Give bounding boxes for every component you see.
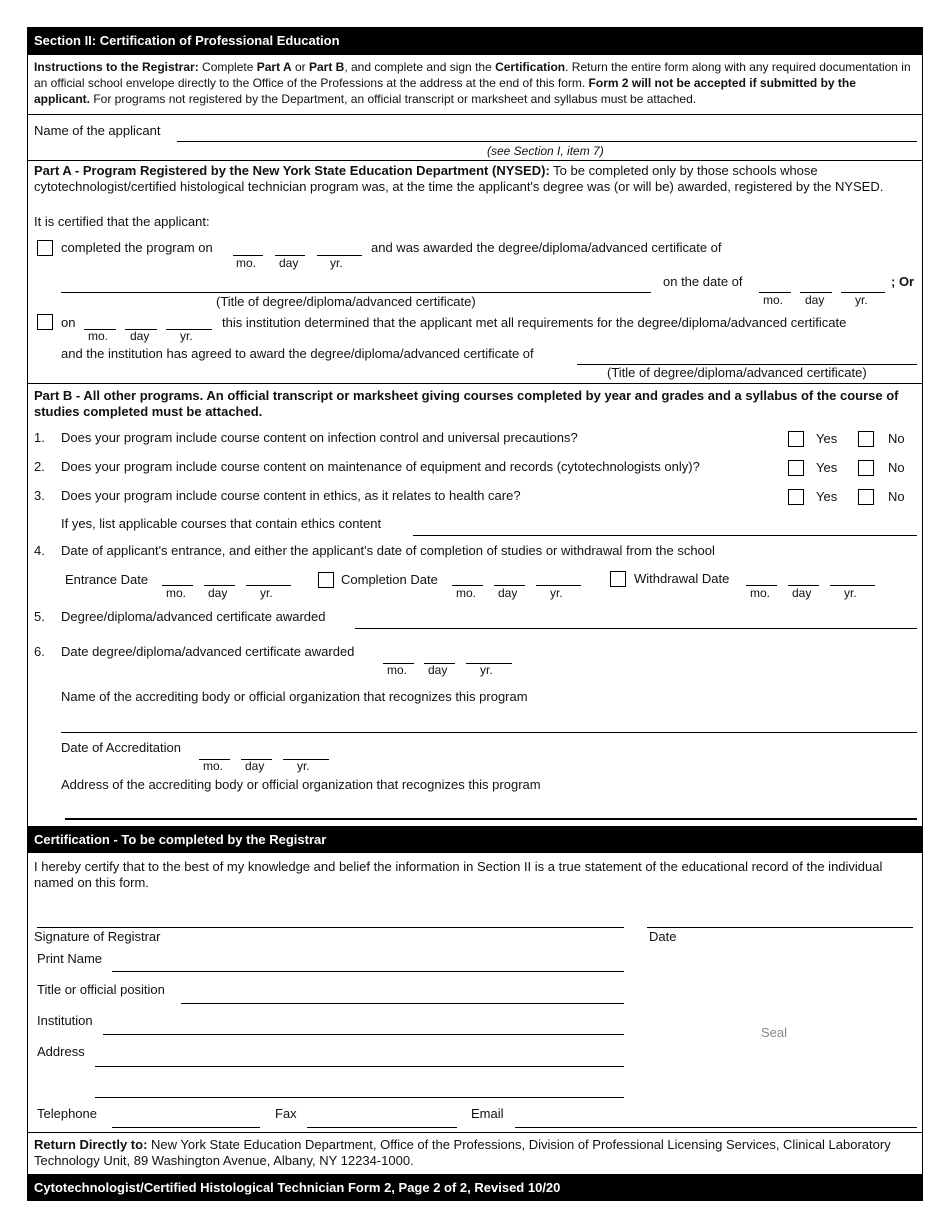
certification-header: Certification - To be completed by the Registrar xyxy=(27,826,923,853)
title-position-label: Title or official position xyxy=(37,982,165,997)
ethics-courses-field[interactable] xyxy=(413,535,917,536)
accrediting-address-field[interactable] xyxy=(65,818,917,820)
requirements-met-checkbox[interactable] xyxy=(37,314,53,330)
degree-date-label: Date degree/diploma/advanced certificate awarded xyxy=(61,644,355,659)
section-header: Section II: Certification of Professional Education xyxy=(27,27,923,55)
divider xyxy=(27,114,923,115)
degree-title-caption: (Title of degree/diploma/advanced certificate) xyxy=(216,294,476,309)
divider xyxy=(27,160,923,161)
withdrawal-checkbox[interactable] xyxy=(610,571,626,587)
degree-title-caption: (Title of degree/diploma/advanced certificate) xyxy=(607,365,867,380)
date-label-day: day xyxy=(428,663,448,677)
question-ethics: Does your program include course content in ethics, as it relates to health care? xyxy=(61,488,521,503)
requirements-text: this institution determined that the applicant met all requirements for the degree/diploma/advanced certificate xyxy=(222,315,847,330)
certified-statement: It is certified that the applicant: xyxy=(34,214,210,229)
instructions-warning: Form 2 will not be accepted if submitted by the applicant. xyxy=(34,76,856,106)
applicant-name-label: Name of the applicant xyxy=(34,123,161,138)
question-number: 1. xyxy=(34,430,45,445)
date-label-day: day xyxy=(792,586,812,600)
accrediting-body-field[interactable] xyxy=(61,732,917,733)
or-label: ; Or xyxy=(891,274,915,289)
date-label-mo: mo. xyxy=(456,586,477,600)
date-label-yr: yr. xyxy=(550,586,563,600)
question-dates: Date of applicant's entrance, and either the applicant's date of completion of studies or withdrawal from the school xyxy=(61,543,715,558)
date-label-day: day xyxy=(245,759,265,773)
date-label-mo: mo. xyxy=(166,586,187,600)
no-label: No xyxy=(888,489,905,504)
registrar-instructions xyxy=(34,59,914,107)
question-infection-control: Does your program include course content on infection control and universal precautions? xyxy=(61,430,578,445)
date-label-yr: yr. xyxy=(260,586,273,600)
q3-yes-checkbox[interactable] xyxy=(788,489,804,505)
no-label: No xyxy=(888,431,905,446)
date-label-yr: yr. xyxy=(855,293,868,307)
date-label-mo: mo. xyxy=(236,256,257,270)
part-b-heading: Part B - All other programs. An official transcript or marksheet giving courses completed by year and grades and a syllabus of the course of studies completed must be attached. xyxy=(34,388,899,419)
instructions-text: or xyxy=(291,60,309,74)
seal-placeholder: Seal xyxy=(761,1025,788,1040)
q2-yes-checkbox[interactable] xyxy=(788,460,804,476)
print-name-field[interactable] xyxy=(112,971,624,972)
q1-no-checkbox[interactable] xyxy=(858,431,874,447)
yes-label: Yes xyxy=(816,460,838,475)
awarded-text: and was awarded the degree/diploma/advanced certificate of xyxy=(371,240,722,255)
address-field-line2[interactable] xyxy=(95,1097,624,1098)
institution-field[interactable] xyxy=(103,1034,624,1035)
instructions-text: For programs not registered by the Department, an official transcript or marksheet and syllabus must be attached. xyxy=(90,92,697,106)
instructions-text: , and complete and sign the xyxy=(344,60,496,74)
email-label: Email xyxy=(471,1106,504,1121)
accreditation-date-label: Date of Accreditation xyxy=(61,740,181,755)
date-label: Date xyxy=(649,929,677,944)
instructions-label: Instructions to the Registrar: xyxy=(34,60,199,74)
date-label-day: day xyxy=(498,586,518,600)
question-number: 3. xyxy=(34,488,45,503)
email-field[interactable] xyxy=(515,1127,917,1128)
degree-title-field[interactable] xyxy=(61,292,651,293)
address-field-line1[interactable] xyxy=(95,1066,624,1067)
part-a-description: To be completed only by those schools whose cytotechnologist/certified histological technician program was, at the time the applicant's degree was (or will be) awarded, registered by the NYSED. xyxy=(34,163,884,194)
question-equipment: Does your program include course content on maintenance of equipment and records (cytotechnologists only)? xyxy=(61,459,700,474)
date-label-yr: yr. xyxy=(330,256,343,270)
q3-no-checkbox[interactable] xyxy=(858,489,874,505)
date-label-yr: yr. xyxy=(297,759,310,773)
instructions-text: . Return the entire form along with any required documentation in an official school envelope directly to the Office of the Professions at the address at the end of this form. xyxy=(34,60,911,90)
telephone-label: Telephone xyxy=(37,1106,97,1121)
print-name-label: Print Name xyxy=(37,951,103,966)
applicant-name-field[interactable] xyxy=(177,141,917,142)
certification-statement: I hereby certify that to the best of my knowledge and belief the information in Section II is a true statement of the educational record of the individual named on this form. xyxy=(34,859,883,890)
date-label-mo: mo. xyxy=(88,329,109,343)
degree-awarded-field[interactable] xyxy=(355,628,917,629)
return-address xyxy=(34,1137,914,1169)
instructions-certification: Certification xyxy=(495,60,566,74)
agreed-text: and the institution has agreed to award the degree/diploma/advanced certificate of xyxy=(61,346,534,361)
accrediting-address-label: Address of the accrediting body or official organization that recognizes this program xyxy=(61,777,541,792)
on-date-label: on the date of xyxy=(663,274,743,289)
no-label: No xyxy=(888,460,905,475)
fax-field[interactable] xyxy=(307,1127,457,1128)
date-label-mo: mo. xyxy=(203,759,224,773)
yes-label: Yes xyxy=(816,489,838,504)
fax-label: Fax xyxy=(275,1106,297,1121)
date-label-mo: mo. xyxy=(750,586,771,600)
telephone-field[interactable] xyxy=(112,1127,260,1128)
date-label-day: day xyxy=(279,256,299,270)
institution-label: Institution xyxy=(37,1013,93,1028)
withdrawal-date-label: Withdrawal Date xyxy=(634,571,730,586)
instructions-part-a: Part A xyxy=(256,60,292,74)
signature-label: Signature of Registrar xyxy=(34,929,161,944)
date-label-mo: mo. xyxy=(387,663,408,677)
degree-awarded-label: Degree/diploma/advanced certificate awarded xyxy=(61,609,326,624)
applicant-name-note: (see Section I, item 7) xyxy=(487,144,604,158)
q1-yes-checkbox[interactable] xyxy=(788,431,804,447)
date-label-day: day xyxy=(805,293,825,307)
instructions-part-b: Part B xyxy=(308,60,345,74)
date-label-yr: yr. xyxy=(480,663,493,677)
form-identifier: Cytotechnologist/Certified Histological Technician Form 2, Page 2 of 2, Revised 10/20 xyxy=(27,1174,923,1201)
yes-label: Yes xyxy=(816,431,838,446)
part-a-heading xyxy=(34,163,914,195)
return-label: Return Directly to: xyxy=(34,1137,148,1152)
date-label-day: day xyxy=(130,329,150,343)
date-label-day: day xyxy=(208,586,228,600)
question-number: 4. xyxy=(34,543,45,558)
question-number: 2. xyxy=(34,459,45,474)
address-label: Address xyxy=(37,1044,85,1059)
date-field[interactable] xyxy=(647,927,913,928)
title-position-field[interactable] xyxy=(181,1003,624,1004)
accrediting-body-label: Name of the accrediting body or official organization that recognizes this program xyxy=(61,689,528,704)
question-number: 5. xyxy=(34,609,45,624)
date-label-yr: yr. xyxy=(844,586,857,600)
part-a-title: Part A - Program Registered by the New York State Education Department (NYSED): xyxy=(34,163,550,178)
requirements-on-label: on xyxy=(61,315,76,330)
date-label-mo: mo. xyxy=(763,293,784,307)
ethics-courses-label: If yes, list applicable courses that contain ethics content xyxy=(61,516,382,531)
completed-program-label: completed the program on xyxy=(61,240,213,255)
completion-date-label: Completion Date xyxy=(341,572,438,587)
q2-no-checkbox[interactable] xyxy=(858,460,874,476)
instructions-text: Complete xyxy=(198,60,257,74)
completion-checkbox[interactable] xyxy=(318,572,334,588)
signature-field[interactable] xyxy=(37,927,624,928)
completed-program-checkbox[interactable] xyxy=(37,240,53,256)
divider xyxy=(27,383,923,384)
divider xyxy=(27,1132,923,1133)
date-label-yr: yr. xyxy=(180,329,193,343)
return-text: New York State Education Department, Office of the Professions, Division of Professional Licensing Services, Clinical Laboratory Technology Unit, 89 Washington Avenue, Albany, NY 12234-1000. xyxy=(34,1137,891,1168)
question-number: 6. xyxy=(34,644,45,659)
entrance-date-label: Entrance Date xyxy=(65,572,149,587)
